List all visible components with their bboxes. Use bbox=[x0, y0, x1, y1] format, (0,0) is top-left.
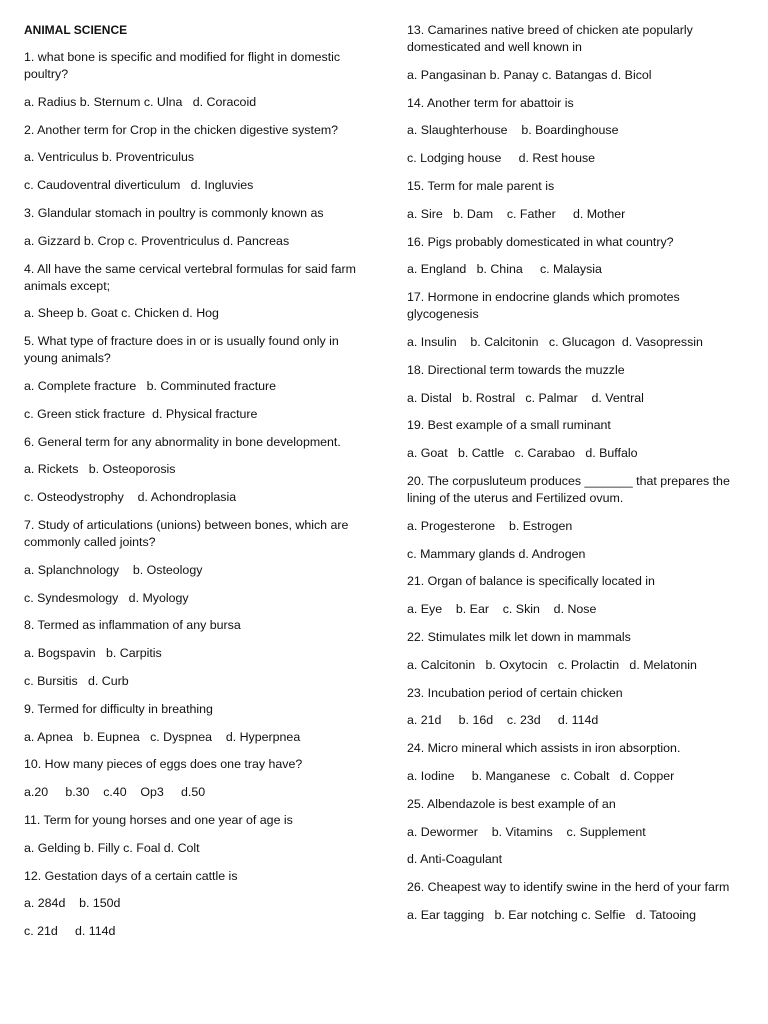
question-text: 2. Another term for Crop in the chicken digestive system? bbox=[24, 122, 339, 137]
question-text: 22. Stimulates milk let down in mammals bbox=[407, 629, 631, 644]
question-text: 20. The corpusluteum produces _______ that prepares the lining of the uterus and Fertilized ovum. bbox=[407, 473, 734, 505]
answer-options: a. 284d b. 150d bbox=[24, 896, 121, 911]
answer-options: a. Gizzard b. Crop c. Proventriculus d. Pancreas bbox=[24, 233, 290, 248]
answer-options: a. 21d b. 16d c. 23d d. 114d bbox=[407, 713, 599, 728]
answer-options: a. Complete fracture b. Comminuted fracture bbox=[24, 378, 277, 393]
right-question-list bbox=[407, 22, 752, 924]
answer-options: a. Rickets b. Osteoporosis bbox=[24, 462, 176, 477]
question-text: 4. All have the same cervical vertebral formulas for said farm animals except; bbox=[24, 261, 360, 293]
answer-options: a. Radius b. Sternum c. Ulna d. Coracoid bbox=[24, 94, 257, 109]
answer-options: a. Sheep b. Goat c. Chicken d. Hog bbox=[24, 306, 219, 321]
answer-options: a. Goat b. Cattle c. Carabao d. Buffalo bbox=[407, 446, 638, 461]
question-text: 15. Term for male parent is bbox=[407, 178, 555, 193]
question-text: 25. Albendazole is best example of an bbox=[407, 796, 616, 811]
question-text: 19. Best example of a small ruminant bbox=[407, 418, 611, 433]
answer-options: a. Progesterone b. Estrogen bbox=[407, 518, 573, 533]
question-text: 1. what bone is specific and modified for flight in domestic poultry? bbox=[24, 50, 344, 81]
question-text: 3. Glandular stomach in poultry is commonly known as bbox=[24, 205, 324, 220]
left-column bbox=[24, 22, 369, 951]
question-text: 16. Pigs probably domesticated in what country? bbox=[407, 234, 674, 249]
question-text: 11. Term for young horses and one year of age is bbox=[24, 812, 293, 827]
question-text: 6. General term for any abnormality in bone development. bbox=[24, 434, 341, 449]
answer-options: c. Caudoventral diverticulum d. Ingluvies bbox=[24, 178, 254, 193]
answer-options: a. Bogspavin b. Carpitis bbox=[24, 646, 162, 661]
answer-options: d. Anti-Coagulant bbox=[407, 852, 503, 867]
left-question-list bbox=[24, 49, 369, 940]
question-text: 10. How many pieces of eggs does one tray have? bbox=[24, 757, 303, 772]
answer-options: a. Pangasinan b. Panay c. Batangas d. Bicol bbox=[407, 67, 652, 82]
answer-options: a. Calcitonin b. Oxytocin c. Prolactin d. Melatonin bbox=[407, 657, 697, 672]
answer-options: a. England b. China c. Malaysia bbox=[407, 262, 602, 277]
right-column bbox=[407, 22, 752, 935]
answer-options: c. Mammary glands d. Androgen bbox=[407, 546, 586, 561]
question-text: 21. Organ of balance is specifically located in bbox=[407, 574, 655, 589]
document-title: ANIMAL SCIENCE bbox=[24, 23, 128, 37]
answer-options: a. Splanchnology b. Osteology bbox=[24, 562, 203, 577]
answer-options: a. Ventriculus b. Proventriculus bbox=[24, 150, 195, 165]
question-text: 17. Hormone in endocrine glands which promotes glycogenesis bbox=[407, 290, 684, 322]
answer-options: a. Ear tagging b. Ear notching c. Selfie d. Tatooing bbox=[407, 907, 697, 922]
question-text: 23. Incubation period of certain chicken bbox=[407, 685, 623, 700]
question-text: 24. Micro mineral which assists in iron absorption. bbox=[407, 741, 681, 756]
answer-options: a. Dewormer b. Vitamins c. Supplement bbox=[407, 824, 646, 839]
question-text: 8. Termed as inflammation of any bursa bbox=[24, 618, 241, 633]
question-text: 13. Camarines native breed of chicken ate popularly domesticated and well known in bbox=[407, 23, 697, 54]
question-text: 26. Cheapest way to identify swine in the herd of your farm bbox=[407, 880, 730, 895]
answer-options: c. Syndesmology d. Myology bbox=[24, 590, 189, 605]
question-text: 14. Another term for abattoir is bbox=[407, 95, 574, 110]
answer-options: c. Osteodystrophy d. Achondroplasia bbox=[24, 490, 237, 505]
question-text: 5. What type of fracture does in or is usually found only in young animals? bbox=[24, 334, 343, 366]
question-text: 18. Directional term towards the muzzle bbox=[407, 362, 625, 377]
answer-options: c. Green stick fracture d. Physical fracture bbox=[24, 406, 258, 421]
answer-options: a. Distal b. Rostral c. Palmar d. Ventral bbox=[407, 390, 644, 405]
answer-options: a. Eye b. Ear c. Skin d. Nose bbox=[407, 602, 597, 617]
answer-options: a. Sire b. Dam c. Father d. Mother bbox=[407, 206, 626, 221]
answer-options: a. Insulin b. Calcitonin c. Glucagon d. Vasopressin bbox=[407, 334, 703, 349]
answer-options: c. 21d d. 114d bbox=[24, 924, 116, 939]
answer-options: a. Slaughterhouse b. Boardinghouse bbox=[407, 123, 619, 138]
answer-options: c. Bursitis d. Curb bbox=[24, 673, 129, 688]
question-text: 9. Termed for difficulty in breathing bbox=[24, 701, 213, 716]
answer-options: a. Apnea b. Eupnea c. Dyspnea d. Hyperpnea bbox=[24, 729, 301, 744]
question-text: 12. Gestation days of a certain cattle is bbox=[24, 868, 238, 883]
answer-options: a. Iodine b. Manganese c. Cobalt d. Copper bbox=[407, 768, 675, 783]
answer-options: c. Lodging house d. Rest house bbox=[407, 151, 596, 166]
answer-options: a. Gelding b. Filly c. Foal d. Colt bbox=[24, 840, 200, 855]
answer-options: a.20 b.30 c.40 Op3 d.50 bbox=[24, 785, 206, 800]
question-text: 7. Study of articulations (unions) between bones, which are commonly called joints? bbox=[24, 517, 352, 549]
